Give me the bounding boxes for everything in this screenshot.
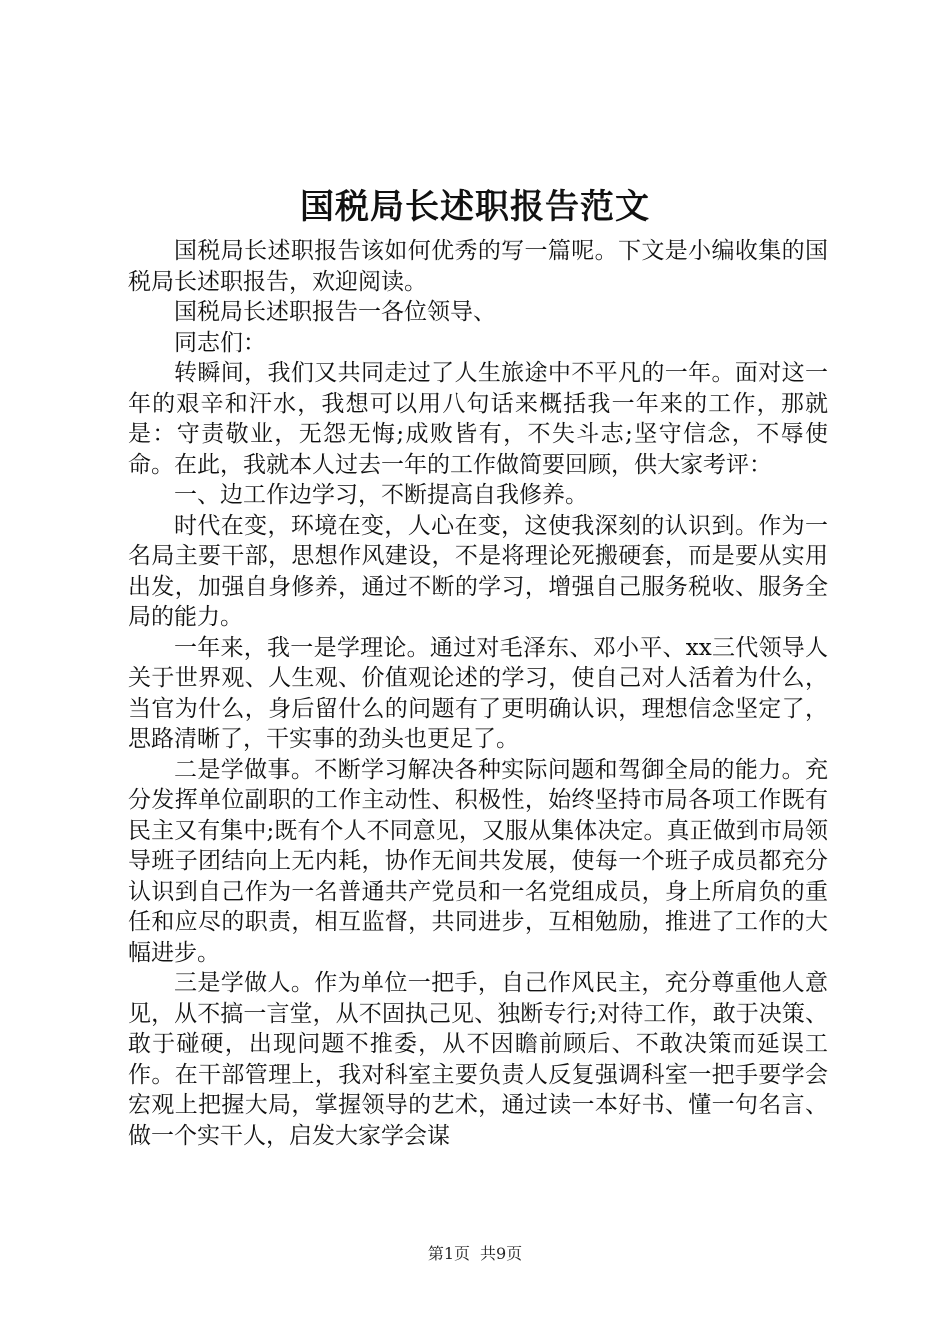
paragraph-intro: 国税局长述职报告该如何优秀的写一篇呢。下文是小编收集的国税局长述职报告，欢迎阅读。 <box>128 238 828 295</box>
page-footer <box>0 1243 950 1265</box>
page-total: 共9页 <box>480 1244 523 1263</box>
paragraph-report-heading: 国税局长述职报告一各位领导、 <box>174 299 496 325</box>
paragraph-salutation: 同志们： <box>174 329 266 356</box>
paragraph-section-heading-1: 一、边工作边学习，不断提高自我修养。 <box>174 482 588 508</box>
page-number: 第1页 <box>427 1244 470 1263</box>
document-body <box>128 236 828 1151</box>
document-title: 国税局长述职报告范文 <box>300 187 650 227</box>
paragraph-learn-work: 二是学做事。不断学习解决各种实际问题和驾御全局的能力。充分发挥单位副职的工作主动性、积极性，始终坚持市局各项工作既有民主又有集中;既有个人不同意见，又服从集体决定。真正做到市局领导班子团结向上无内耗，协作无间共发展，使每一个班子成员都充分认识到自己作为一名普通共产党员和一名党组成员，身上所肩负的重任和应尽的职责，相互监督，共同进步，互相勉励，推进了工作的大幅进步。 <box>128 756 828 966</box>
paragraph-learn-conduct: 三是学做人。作为单位一把手，自己作风民主，充分尊重他人意见，从不搞一言堂，从不固执己见、独断专行;对待工作，敢于决策、敢于碰硬，出现问题不推委，从不因瞻前顾后、不敢决策而延误工作。在干部管理上，我对科室主要负责人反复强调科室一把手要学会宏观上把握大局，掌握领导的艺术，通过读一本好书、懂一句名言、做一个实干人，启发大家学会谋 <box>128 970 828 1149</box>
paragraph-opening: 转瞬间，我们又共同走过了人生旅途中不平凡的一年。面对这一年的艰辛和汗水，我想可以用八句话来概括我一年来的工作，那就是：守责敬业，无怨无悔;成败皆有，不失斗志;坚守信念，不辱使命。在此，我就本人过去一年的工作做简要回顾，供大家考评： <box>128 360 828 478</box>
paragraph-times-changing: 时代在变，环境在变，人心在变，这使我深刻的认识到。作为一名局主要干部，思想作风建设，不是将理论死搬硬套，而是要从实用出发，加强自身修养，通过不断的学习，增强自己服务税收、服务全局的能力。 <box>128 512 828 630</box>
paragraph-learn-theory: 一年来，我一是学理论。通过对毛泽东、邓小平、xx三代领导人关于世界观、人生观、价值观论述的学习，使自己对人活着为什么，当官为什么，身后留什么的问题有了更明确认识，理想信念坚定了，思路清晰了，干实事的劲头也更足了。 <box>128 634 828 752</box>
